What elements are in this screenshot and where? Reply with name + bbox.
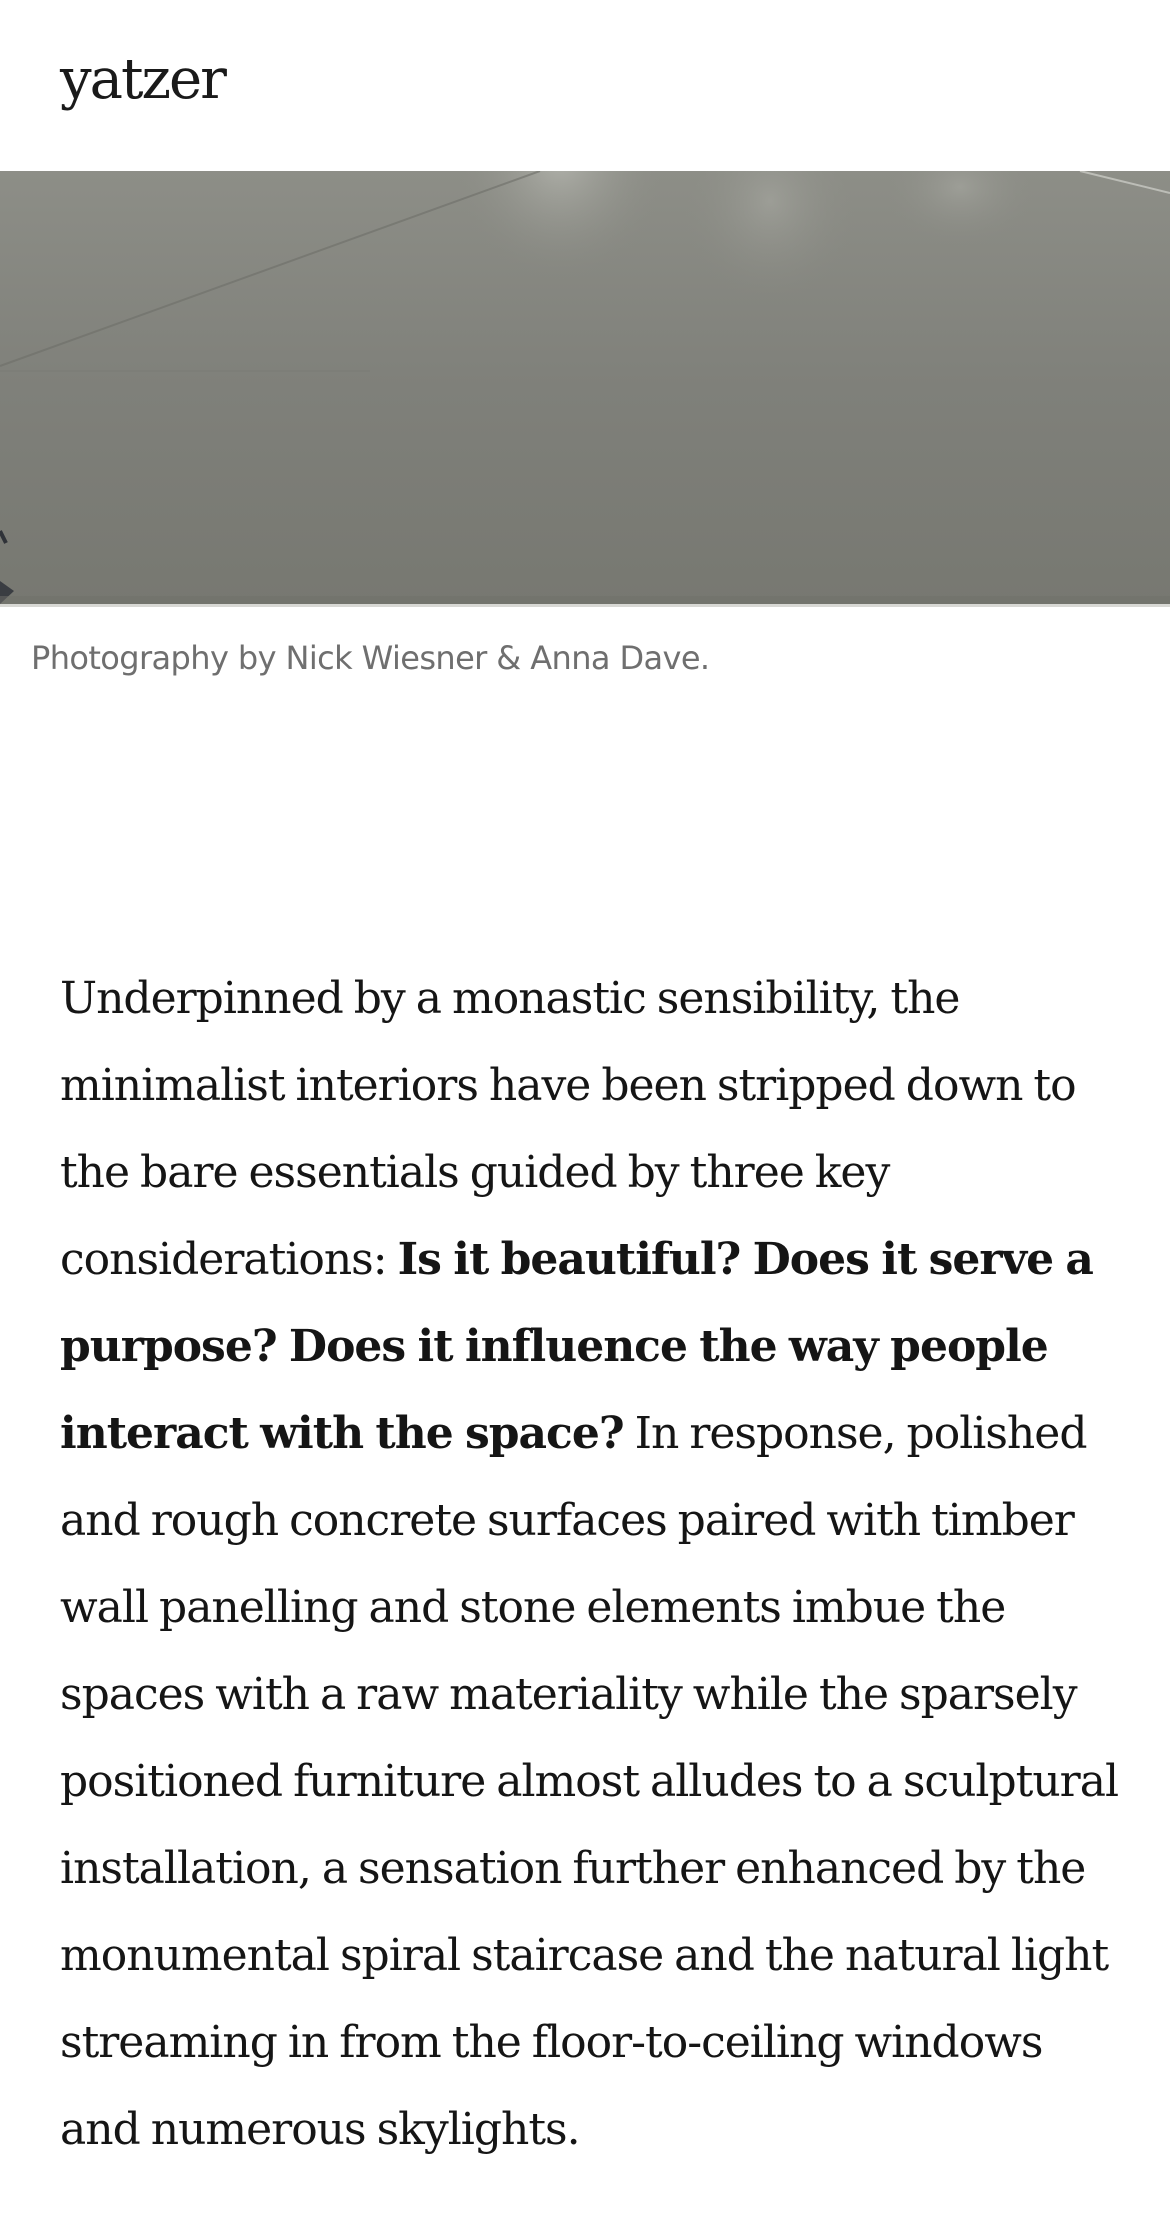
- hero-image: [0, 171, 1170, 604]
- article-body: [60, 955, 1125, 2173]
- paragraph-rest: In response, polished and rough concrete surfaces paired with timber wall panelling and stone elements imbue the spaces with a raw materiality while the sparsely positioned furniture almost alludes to a sculptural installation, a sensation further enhanced by the monumental spiral staircase and the natural light streaming in from the floor-to-ceiling windows and numerous skylights.: [60, 1408, 1119, 2155]
- yatzer-logo[interactable]: yatzer: [60, 47, 225, 112]
- paragraph-bold-questions: Is it beautiful? Does it serve a purpose? Does it influence the way people interact with the space?: [60, 1234, 1093, 1459]
- photo-caption: Photography by Nick Wiesner & Anna Dave.: [31, 639, 710, 677]
- article-paragraph: [60, 955, 1125, 2173]
- paragraph-intro: Underpinned by a monastic sensibility, the minimalist interiors have been stripped down to the bare essentials guided by three key considerations:: [60, 973, 1076, 1285]
- concrete-floor-photo: [0, 171, 1170, 604]
- hero-divider: [0, 604, 1170, 607]
- site-header: [0, 0, 1170, 171]
